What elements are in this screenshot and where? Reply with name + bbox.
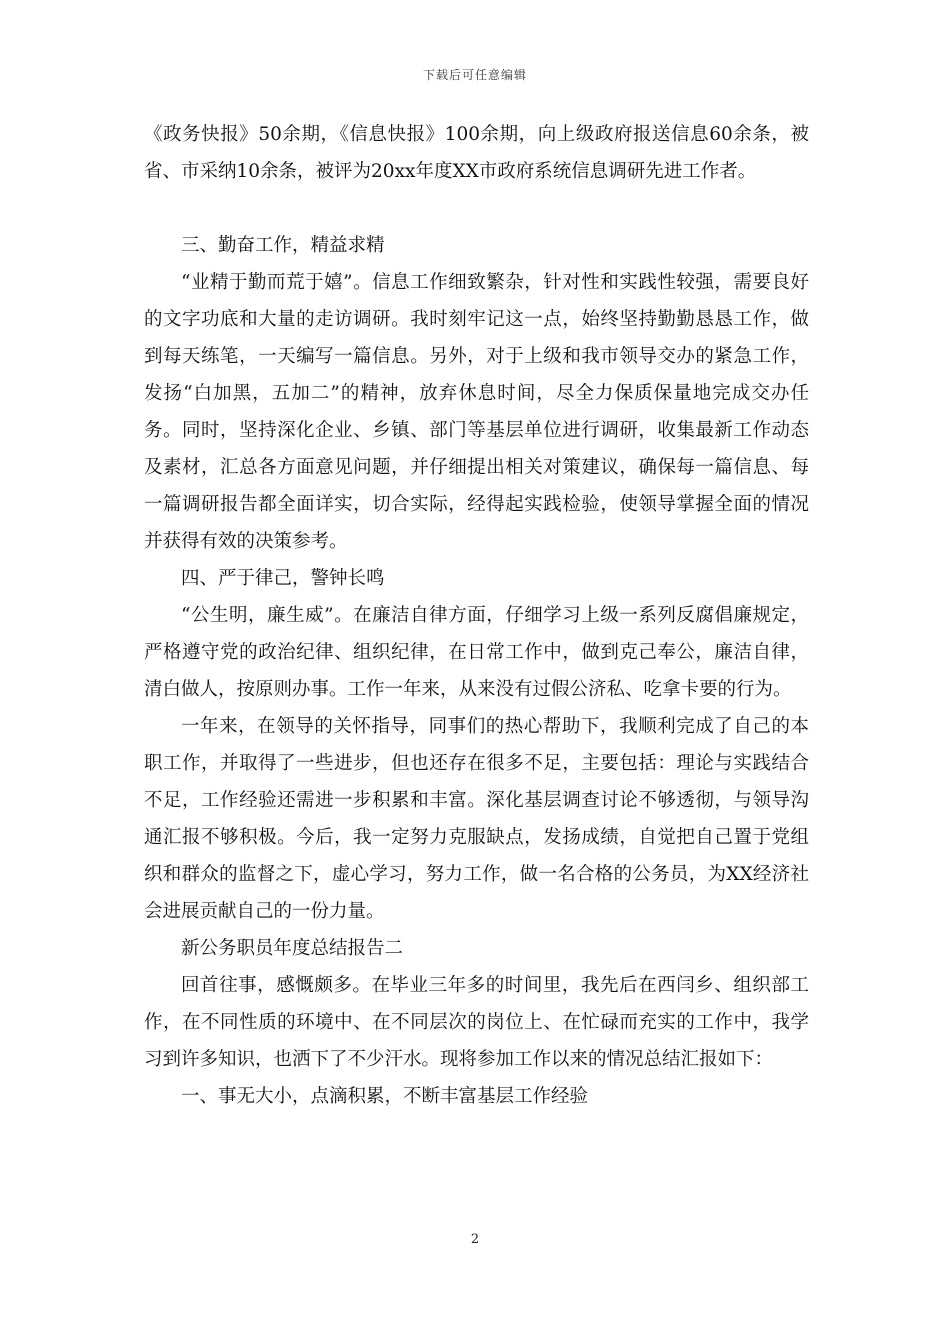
page-header: 下载后可任意编辑 <box>422 68 527 82</box>
paragraph: “业精于勤而荒于嬉”。信息工作细致繁杂，针对性和实践性较强，需要良好的文字功底和大量的走访调研。我时刻牢记这一点，始终坚持勤勤恳恳工作，做到每天练笔，一天编写一篇信息。另外，对于上级和我市领导交办的紧急工作，发扬“白加黑，五加二”的精神，放弃休息时间，尽全力保质保量地完成交办任务。同时，坚持深化企业、乡镇、部门等基层单位进行调研，收集最新工作动态及素材，汇总各方面意见问题，并仔细提出相关对策建议，确保每一篇信息、每一篇调研报告都全面详实，切合实际，经得起实践检验，使领导掌握全面的情况并获得有效的决策参考。 <box>144 272 809 552</box>
paragraph-continued: 《政务快报》50余期，《信息快报》100余期，向上级政府报送信息60余条，被省、市采纳10余条，被评为20xx年度XX市政府系统信息调研先进工作者。 <box>144 124 809 182</box>
paragraph: “公生明，廉生威”。在廉洁自律方面，仔细学习上级一系列反腐倡廉规定，严格遵守党的政治纪律、组织纪律，在日常工作中，做到克己奉公，廉洁自律，清白做人，按原则办事。工作一年来，从来没有过假公济私、吃拿卡要的行为。 <box>144 605 809 700</box>
page-number: 2 <box>470 1232 480 1247</box>
paragraph: 一年来，在领导的关怀指导，同事们的热心帮助下，我顺利完成了自己的本职工作，并取得了一些进步，但也还存在很多不足，主要包括：理论与实践结合不足，工作经验还需进一步积累和丰富。深化基层调查讨论不够透彻，与领导沟通汇报不够积极。今后，我一定努力克服缺点，发扬成绩，自觉把自己置于党组织和群众的监督之下，虚心学习，努力工作，做一名合格的公务员，为XX经济社会进展贡献自己的一份力量。 <box>144 716 809 922</box>
report-title: 新公务职员年度总结报告二 <box>181 938 404 959</box>
section-heading-1: 一、事无大小，点滴积累，不断丰富基层工作经验 <box>181 1086 589 1107</box>
section-heading-3: 三、勤奋工作，精益求精 <box>181 235 385 256</box>
document-body <box>144 116 809 1115</box>
section-heading-4: 四、严于律己，警钟长鸣 <box>181 568 385 589</box>
paragraph: 回首往事，感慨颇多。在毕业三年多的时间里，我先后在西闫乡、组织部工作，在不同性质的环境中、在不同层次的岗位上、在忙碌而充实的工作中，我学习到许多知识，也洒下了不少汗水。现将参加工作以来的情况总结汇报如下： <box>144 975 809 1070</box>
